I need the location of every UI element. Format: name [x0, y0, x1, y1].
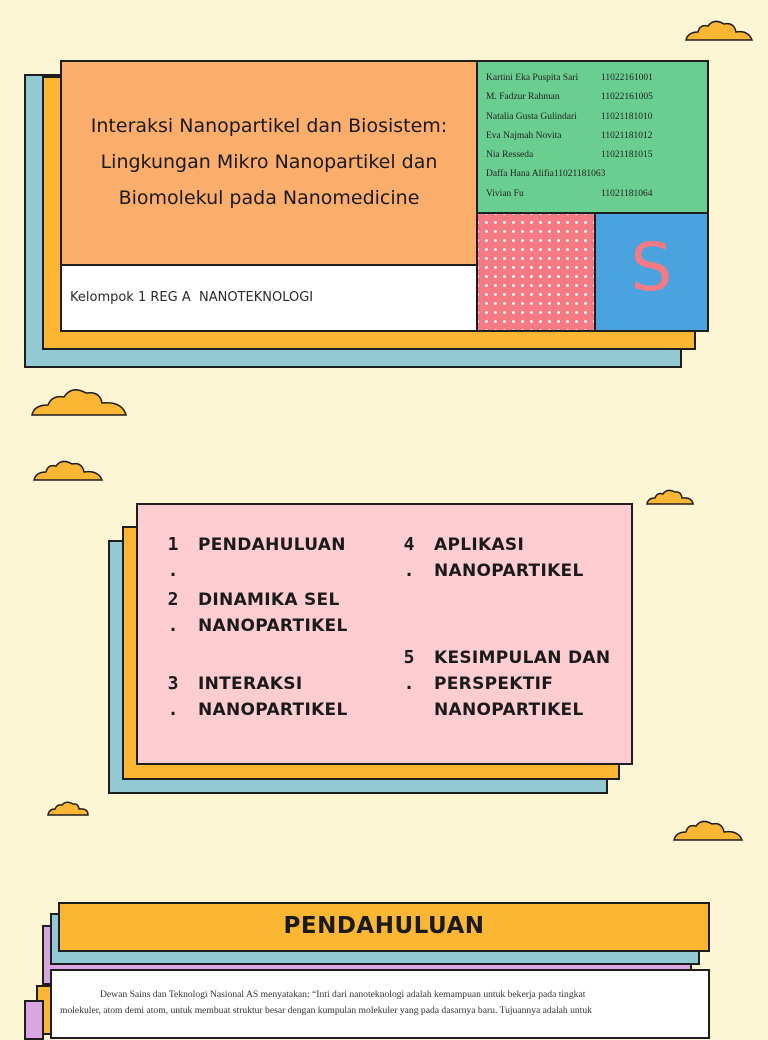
section-body-line-1: Dewan Sains dan Teknologi Nasional AS menyatakan: “Inti dari nanoteknologi adalah kemampuan untuk bekerja pada tingkat: [100, 989, 586, 1000]
toc-dot: .: [403, 560, 415, 581]
section-shadow-purple-lower: [24, 1000, 44, 1040]
member-name: Vivian Fu: [486, 188, 524, 199]
toc-item-2[interactable]: [162, 587, 348, 639]
toc-number: 4: [403, 534, 415, 555]
title-heading: [62, 108, 476, 216]
member-name: Natalia Gusta Gulindari: [486, 111, 577, 122]
toc-number: 2: [167, 589, 179, 610]
member-name: Nia Resseda: [486, 150, 534, 161]
section-body-panel: [50, 969, 710, 1039]
toc-label: KESIMPULAN DAN: [434, 648, 611, 668]
member-id: 11022161005: [601, 92, 653, 103]
cloud-icon: [32, 458, 104, 482]
member-name: Daffa Hana Alifia: [486, 169, 554, 180]
cloud-icon: [30, 385, 128, 417]
toc-label: PENDAHULUAN: [198, 535, 346, 555]
title-panel: [60, 60, 478, 266]
group-panel: [60, 264, 478, 332]
member-row: [486, 127, 653, 146]
member-row: [486, 146, 653, 165]
toc-dot: .: [167, 615, 179, 636]
toc-item-1[interactable]: [162, 532, 346, 584]
toc-label: APLIKASI: [434, 535, 525, 555]
member-id: 11021181015: [601, 150, 653, 161]
member-id: 11021181064: [601, 188, 653, 199]
toc-number: 5: [403, 647, 415, 668]
toc-label-line-2: PERSPEKTIF: [434, 674, 554, 694]
toc-label-line-2: NANOPARTIKEL: [198, 700, 348, 720]
toc-item-5[interactable]: [398, 645, 610, 723]
toc-dot: .: [167, 699, 179, 720]
cloud-icon: [46, 800, 90, 817]
members-list: [486, 69, 653, 204]
member-row: [486, 185, 653, 204]
member-name: Kartini Eka Puspita Sari: [486, 73, 579, 83]
toc-label-line-2: NANOPARTIKEL: [434, 561, 584, 581]
section-heading: PENDAHULUAN: [283, 913, 485, 939]
toc-number: 3: [167, 673, 179, 694]
logo-letter: S: [630, 229, 673, 306]
toc-label-line-3: NANOPARTIKEL: [434, 700, 584, 720]
member-row: [486, 88, 653, 107]
member-id: 11022161001: [601, 73, 653, 83]
members-panel: [476, 60, 709, 214]
dotted-pink-panel: [476, 212, 596, 332]
cloud-icon: [684, 18, 754, 42]
title-line-1: Interaksi Nanopartikel dan Biosistem:: [90, 115, 448, 137]
title-line-3: Biomolekul pada Nanomedicine: [118, 187, 420, 209]
group-label: Kelompok 1 REG A NANOTEKNOLOGI: [70, 290, 314, 305]
section-body-line-2: molekuler, atom demi atom, untuk membuat struktur besar dengan kumpulan molekuler yang pada dasarnya baru. Tujuannya adalah untuk: [60, 1005, 592, 1016]
toc-dot: .: [403, 673, 415, 694]
cloud-icon: [672, 818, 744, 842]
cloud-icon: [645, 488, 695, 506]
member-row: [486, 165, 653, 184]
toc-label-line-2: NANOPARTIKEL: [198, 616, 348, 636]
member-id: 11021181012: [601, 130, 653, 141]
section-heading-bar: [58, 902, 710, 952]
member-row: [486, 69, 653, 88]
toc-number: 1: [167, 534, 179, 555]
member-name: Eva Najmah Novita: [486, 130, 562, 141]
member-id: 11021181063: [553, 169, 606, 180]
member-name: M. Fadzur Rahman: [486, 92, 560, 103]
toc-dot: .: [167, 560, 179, 581]
member-row: [486, 108, 653, 127]
title-line-2: Lingkungan Mikro Nanopartikel dan: [100, 151, 438, 173]
toc-label: INTERAKSI: [198, 674, 303, 694]
toc-item-4[interactable]: [398, 532, 584, 584]
logo-panel: [594, 212, 709, 332]
toc-label: DINAMIKA SEL: [198, 590, 340, 610]
toc-item-3[interactable]: [162, 671, 348, 723]
member-id: 11021181010: [601, 111, 653, 122]
